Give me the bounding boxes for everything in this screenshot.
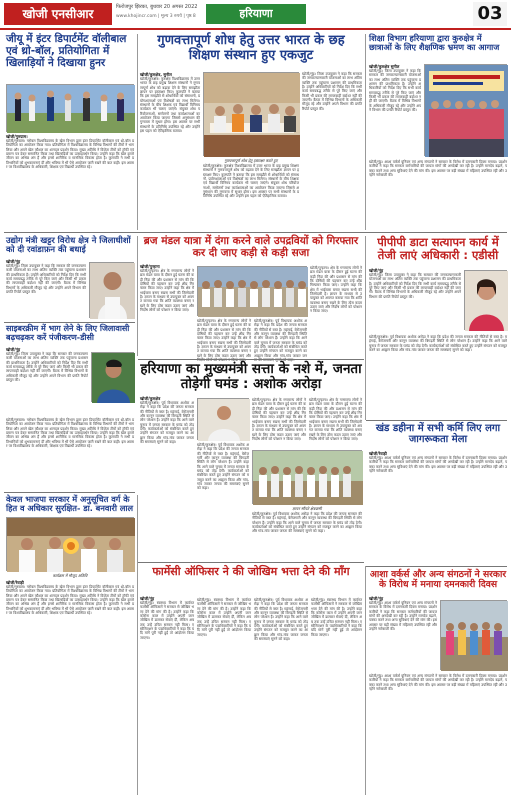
body-pharmacy-col3: खोजी/कुरुक्षेत्र। पूर्व विधायक अशोक अरोड़ा ने कहा कि प्रदेश की जनता सरकार की नीतियों से त्रस्त है। महंगाई, बेरोजगारी और कानून व्यवस्था की बिगड़ती स्थिति से लोग परेशान हैं। उन्होंने कहा कि आने वाले चुनाव में जनता सरकार के घमंड को तोड़ देगी। कार्यकर्ताओं को संबोधित करते हुए उन्होंने संगठन को मजबूत करने का आह्वान किया और गांव-गांव जाकर जनता की समस्याएं सुनने को कहा। <box>254 598 308 642</box>
photo-dc <box>91 352 134 402</box>
photo-ashok-arora <box>197 398 249 440</box>
body-shiksha-col1: खोजी/नूंह। जिला उपायुक्त ने कहा कि सरकार की जनकल्याणकारी योजनाओं का लाभ अंतिम व्यक्ति तक पहुंचाना प्रशासन की प्राथमिकता है। उन्होंने अधिकारियों को निर्देश दिए कि सभी कार्य समयबद्ध तरीके से पूरे किए जाएं और किसी भी प्रकार की लापरवाही बर्दाश्त नहीं की जाएगी। बैठक में विभिन्न विभागों के अधिकारी मौजूद रहे और उन्होंने अपने विभाग की प्रगति रिपोर्ट प्रस्तुत की। <box>369 69 421 113</box>
body-haryana-col3: खोजी/पुन्हाना। क्षेत्र के गणमान्य लोगों ने ब्रज मंडल यात्रा के दौरान हुई घटना की कड़ी निंदा की और प्रशासन से मांग की कि दोषियों की पहचान कर उन्हें शीघ्र गिरफ्तार किया जाए। उन्होंने कहा कि क्षेत्र में भाईचारा बनाए रखना सभी की जिम्मेदारी है। ज्ञापन के माध्यम से उपायुक्त को अवगत कराया गया कि शांति व्यवस्था बनाए रखने के लिए ठोस कदम उठाए जाएं और निर्दोष लोगों को परेशान न किया जाए। <box>252 398 306 442</box>
headline-braj: ब्रज मंडल यात्रा में दंगा करने वाले उपद्रवियों को गिरफ्तार कर दी जाए कड़ी से कड़ी सजा <box>143 235 359 259</box>
page-number: 03 <box>473 2 507 26</box>
body-haryana-col2: खोजी/कुरुक्षेत्र। पूर्व विधायक अशोक अरोड़ा ने कहा कि प्रदेश की जनता सरकार की नीतियों से त्रस्त है। महंगाई, बेरोजगारी और कानून व्यवस्था की बिगड़ती स्थिति से लोग परेशान हैं। उन्होंने कहा कि आने वाले चुनाव में जनता सरकार के घमंड को तोड़ देगी। कार्यकर्ताओं को संबोधित करते हुए उन्होंने संगठन को मजबूत करने का आह्वान किया और गांव-गांव जाकर जनता की समस्याएं सुनने को कहा। <box>197 443 249 491</box>
headline-udyog: उद्योग मंत्री खट्टर विरोध क्षेत्र ने जिलाधीशों को दी रवांडाफ़न की बधाई <box>6 235 131 255</box>
body-ppp-col2: खोजी/कुरुक्षेत्र। पूर्व विधायक अशोक अरोड़ा ने कहा कि प्रदेश की जनता सरकार की नीतियों से त्रस्त है। महंगाई, बेरोजगारी और कानून व्यवस्था की बिगड़ती स्थिति से लोग परेशान हैं। उन्होंने कहा कि आने वाले चुनाव में जनता सरकार के घमंड को तोड़ देगी। कार्यकर्ताओं को संबोधित करते हुए उन्होंने संगठन को मजबूत करने का आह्वान किया और गांव-गांव जाकर जनता की समस्याएं सुनने को कहा। <box>369 335 507 353</box>
body-khand: खोजी/नूंह। आशा वर्कर्स यूनियन एवं अन्य संगठनों ने सरकार के विरोध में दमनकारी दिवस मनाया। प्रदर्शनकारियों ने कहा कि सरकार कर्मचारियों की जायज मांगों की अनदेखी कर रही है। उन्होंने मानदेय बढ़ाने, पक्का करने तथा अन्य सुविधाएं देने की मांग की। इस अवसर पर बड़ी संख्या में महिलाएं उपस्थित रहीं और उन्होंने नारेबाजी की। <box>369 456 507 474</box>
headline-haryana-cm: हरियाणा का मुख्यमंत्री सत्ता के नशे में, जनता तोड़ेगी घमंड : अशोक अरोड़ा <box>140 361 362 393</box>
body-shiksha-col2: खोजी/नूंह। आशा वर्कर्स यूनियन एवं अन्य संगठनों ने सरकार के विरोध में दमनकारी दिवस मनाया। प्रदर्शनकारियों ने कहा कि सरकार कर्मचारियों की जायज मांगों की अनदेखी कर रही है। उन्होंने मानदेय बढ़ाने, पक्का करने तथा अन्य सुविधाएं देने की मांग की। इस अवसर पर बड़ी संख्या में महिलाएं उपस्थित रहीं और उन्होंने नारेबाजी की। <box>369 160 507 178</box>
column-rule <box>137 495 138 795</box>
headline-ppp: पीपीपी डाटा सत्यापन कार्य में तेजी लाएं अधिकारी : एडीसी <box>377 235 499 262</box>
row-rule <box>138 359 364 360</box>
body-haryana-col4: खोजी/पुन्हाना। क्षेत्र के गणमान्य लोगों ने ब्रज मंडल यात्रा के दौरान हुई घटना की कड़ी निंदा की और प्रशासन से मांग की कि दोषियों की पहचान कर उन्हें शीघ्र गिरफ्तार किया जाए। उन्होंने कहा कि क्षेत्र में भाईचारा बनाए रखना सभी की जिम्मेदारी है। ज्ञापन के माध्यम से उपायुक्त को अवगत कराया गया कि शांति व्यवस्था बनाए रखने के लिए ठोस कदम उठाए जाएं और निर्दोष लोगों को परेशान न किया जाए। <box>309 398 362 442</box>
newspaper-logo: खोजी एनसीआर <box>4 3 112 25</box>
photo-asha-protest <box>440 600 507 670</box>
headline-jio: जीयू में इंटर डिपार्टमेंट वॉलीबाल एवं थ्रो-बॉल, प्रतियोगिता में खिलाड़ियों ने दिखाया हुनर <box>6 33 127 69</box>
body-research-col1: खोजी/कुरुक्षेत्र। कुरुक्षेत्र विश्वविद्यालय में उत्तर भारत के छह प्रमुख शिक्षण संस्थानों ने गुणवत्तापूर्ण शोध को बढ़ावा देने के लिए समझौता ज्ञापन पर हस्ताक्षर किए। कुलपति ने बताया कि इस समझौते से शोधार्थियों को संसाधनों, प्रयोगशालाओं एवं विशेषज्ञों का लाभ मिलेगा। संस्थानों के बीच शिक्षक एवं विद्यार्थी विनिमय कार्यक्रम भी चलाए जाएंगे। संयुक्त शोध परियोजनाओं, सम्मेलनों तथा कार्यशालाओं का आयोजन किया जाएगा जिससे अनुसंधान की गुणवत्ता में सुधार होगा। इस अवसर पर सभी संस्थानों के प्रतिनिधि उपस्थित रहे और उन्होंने इस पहल को ऐतिहासिक बताया। <box>140 77 200 134</box>
column-rule <box>365 566 366 795</box>
body-udyog: खोजी/नूंह। जिला उपायुक्त ने कहा कि सरकार की जनकल्याणकारी योजनाओं का लाभ अंतिम व्यक्ति तक पहुंचाना प्रशासन की प्राथमिकता है। उन्होंने अधिकारियों को निर्देश दिए कि सभी कार्य समयबद्ध तरीके से पूरे किए जाएं और किसी भी प्रकार की लापरवाही बर्दाश्त नहीं की जाएगी। बैठक में विभिन्न विभागों के अधिकारी मौजूद रहे और उन्होंने अपने विभाग की प्रगति रिपोर्ट प्रस्तुत की। <box>6 264 86 295</box>
body-asha-col1: खोजी/नूंह। आशा वर्कर्स यूनियन एवं अन्य संगठनों ने सरकार के विरोध में दमनकारी दिवस मनाया। प्रदर्शनकारियों ने कहा कि सरकार कर्मचारियों की जायज मांगों की अनदेखी कर रही है। उन्होंने मानदेय बढ़ाने, पक्का करने तथा अन्य सुविधाएं देने की मांग की। इस अवसर पर बड़ी संख्या में महिलाएं उपस्थित रहीं और उन्होंने नारेबाजी की। <box>369 601 437 632</box>
headline-research: गुणवत्तापूर्ण शोध हेतु उत्तर भारत के छह शिक्षण संस्थान हुए एकजुट <box>157 33 345 63</box>
body-haryana-col5: खोजी/कुरुक्षेत्र। पूर्व विधायक अशोक अरोड़ा ने कहा कि प्रदेश की जनता सरकार की नीतियों से त्रस्त है। महंगाई, बेरोजगारी और कानून व्यवस्था की बिगड़ती स्थिति से लोग परेशान हैं। उन्होंने कहा कि आने वाले चुनाव में जनता सरकार के घमंड को तोड़ देगी। कार्यकर्ताओं को संबोधित करते हुए उन्होंने संगठन को मजबूत करने का आह्वान किया और गांव-गांव जाकर जनता की समस्याएं सुनने को कहा। <box>252 512 362 534</box>
body-cyber: खोजी/नूंह। जिला उपायुक्त ने कहा कि सरकार की जनकल्याणकारी योजनाओं का लाभ अंतिम व्यक्ति तक पहुंचाना प्रशासन की प्राथमिकता है। उन्होंने अधिकारियों को निर्देश दिए कि सभी कार्य समयबद्ध तरीके से पूरे किए जाएं और किसी भी प्रकार की लापरवाही बर्दाश्त नहीं की जाएगी। बैठक में विभिन्न विभागों के अधिकारी मौजूद रहे और उन्होंने अपने विभाग की प्रगति रिपोर्ट प्रस्तुत की। <box>6 352 88 383</box>
body-jio: खोजी/गुरुग्राम। ग्लोबल विश्वविद्यालय के खेल विभाग द्वारा इंटर डिपार्टमेंट वॉलीबाल एवं थ्रो-बॉल प्रतियोगिता का आयोजन किया गया। प्रतियोगिता में विश्वविद्यालय के विभिन्न विभागों की टीमों ने भाग लिया और अपने खेल कौशल का शानदार प्रदर्शन किया। मुख्य अतिथि ने विजेता टीमों को ट्रॉफी एवं प्रमाण पत्र देकर सम्मानित किया तथा खिलाड़ियों का उत्साहवर्धन किया। उन्होंने कहा कि खेल हमारे जीवन का अभिन्न अंग हैं और इनसे शारीरिक व मानसिक विकास होता है। कुलपति ने सभी प्रतिभागियों को शुभकामनाएं दीं और भविष्य में भी ऐसे आयोजन जारी रखने की बात कही। इस अवसर पर विश्वविद्यालय के अधिकारी, शिक्षक एवं विद्यार्थी उपस्थित रहे। <box>6 139 134 170</box>
body-braj-col2: खोजी/पुन्हाना। क्षेत्र के गणमान्य लोगों ने ब्रज मंडल यात्रा के दौरान हुई घटना की कड़ी निंदा की और प्रशासन से मांग की कि दोषियों की पहचान कर उन्हें शीघ्र गिरफ्तार किया जाए। उन्होंने कहा कि क्षेत्र में भाईचारा बनाए रखना सभी की जिम्मेदारी है। ज्ञापन के माध्यम से उपायुक्त को अवगत कराया गया कि शांति व्यवस्था बनाए रखने के लिए ठोस कदम उठाए जाएं और निर्दोष लोगों को परेशान न किया जाए। <box>197 319 251 363</box>
photo-students-banner <box>424 64 507 156</box>
byline-asha: खोजी/नूंह <box>369 596 384 601</box>
headline-kewal: केवल भाजपा सरकार में अनुसूचित वर्ग के हित व अधिकार सुरक्षित- डा. बनवारी लाल <box>6 494 134 514</box>
body-kewal: खोजी/गुरुग्राम। ग्लोबल विश्वविद्यालय के खेल विभाग द्वारा इंटर डिपार्टमेंट वॉलीबाल एवं थ्रो-बॉल प्रतियोगिता का आयोजन किया गया। प्रतियोगिता में विश्वविद्यालय के विभिन्न विभागों की टीमों ने भाग लिया और अपने खेल कौशल का शानदार प्रदर्शन किया। मुख्य अतिथि ने विजेता टीमों को ट्रॉफी एवं प्रमाण पत्र देकर सम्मानित किया तथा खिलाड़ियों का उत्साहवर्धन किया। उन्होंने कहा कि खेल हमारे जीवन का अभिन्न अंग हैं और इनसे शारीरिक व मानसिक विकास होता है। कुलपति ने सभी प्रतिभागियों को शुभकामनाएं दीं और भविष्य में भी ऐसे आयोजन जारी रखने की बात कही। इस अवसर पर विश्वविद्यालय के अधिकारी, शिक्षक एवं विद्यार्थी उपस्थित रहे। <box>6 585 134 616</box>
photo-research-mou <box>203 72 299 156</box>
row-rule <box>366 420 507 421</box>
body-ppp-col1: खोजी/नूंह। जिला उपायुक्त ने कहा कि सरकार की जनकल्याणकारी योजनाओं का लाभ अंतिम व्यक्ति तक पहुंचाना प्रशासन की प्राथमिकता है। उन्होंने अधिकारियों को निर्देश दिए कि सभी कार्य समयबद्ध तरीके से पूरे किए जाएं और किसी भी प्रकार की लापरवाही बर्दाश्त नहीं की जाएगी। बैठक में विभिन्न विभागों के अधिकारी मौजूद रहे और उन्होंने अपने विभाग की प्रगति रिपोर्ट प्रस्तुत की। <box>369 273 461 299</box>
section-title: हरियाणा <box>206 4 306 24</box>
row-rule <box>4 232 507 233</box>
byline-braj: खोजी/पुन्हाना <box>140 264 160 269</box>
byline-haryana-cm: खोजी/कुरुक्षेत्र <box>140 396 161 401</box>
body-asha-col2: खोजी/नूंह। आशा वर्कर्स यूनियन एवं अन्य संगठनों ने सरकार के विरोध में दमनकारी दिवस मनाया। प्रदर्शनकारियों ने कहा कि सरकार कर्मचारियों की जायज मांगों की अनदेखी कर रही है। उन्होंने मानदेय बढ़ाने, पक्का करने तथा अन्य सुविधाएं देने की मांग की। इस अवसर पर बड़ी संख्या में महिलाएं उपस्थित रहीं और उन्होंने नारेबाजी की। <box>369 674 507 692</box>
row-rule <box>4 492 135 493</box>
body-braj-col1: खोजी/पुन्हाना। क्षेत्र के गणमान्य लोगों ने ब्रज मंडल यात्रा के दौरान हुई घटना की कड़ी निंदा की और प्रशासन से मांग की कि दोषियों की पहचान कर उन्हें शीघ्र गिरफ्तार किया जाए। उन्होंने कहा कि क्षेत्र में भाईचारा बनाए रखना सभी की जिम्मेदारी है। ज्ञापन के माध्यम से उपायुक्त को अवगत कराया गया कि शांति व्यवस्था बनाए रखने के लिए ठोस कदम उठाए जाएं और निर्दोष लोगों को परेशान न किया जाए। <box>140 269 194 313</box>
masthead <box>0 0 511 30</box>
row-rule <box>366 566 507 567</box>
caption-workers: ज्ञापन सौंपते क्षेत्रवासी <box>292 506 322 511</box>
edition-line: www.khojincr.com | मूल्य 3 रुपये | पृष्ठ 8 <box>116 14 196 19</box>
body-haryana-col1: खोजी/कुरुक्षेत्र। पूर्व विधायक अशोक अरोड़ा ने कहा कि प्रदेश की जनता सरकार की नीतियों से त्रस्त है। महंगाई, बेरोजगारी और कानून व्यवस्था की बिगड़ती स्थिति से लोग परेशान हैं। उन्होंने कहा कि आने वाले चुनाव में जनता सरकार के घमंड को तोड़ देगी। कार्यकर्ताओं को संबोधित करते हुए उन्होंने संगठन को मजबूत करने का आह्वान किया और गांव-गांव जाकर जनता की समस्याएं सुनने को कहा। <box>140 401 194 445</box>
byline-research: खोजी/कुरुक्षेत्र, सुनील <box>140 72 172 77</box>
body-research-col2: खोजी/कुरुक्षेत्र। कुरुक्षेत्र विश्वविद्यालय में उत्तर भारत के छह प्रमुख शिक्षण संस्थानों ने गुणवत्तापूर्ण शोध को बढ़ावा देने के लिए समझौता ज्ञापन पर हस्ताक्षर किए। कुलपति ने बताया कि इस समझौते से शोधार्थियों को संसाधनों, प्रयोगशालाओं एवं विशेषज्ञों का लाभ मिलेगा। संस्थानों के बीच शिक्षक एवं विद्यार्थी विनिमय कार्यक्रम भी चलाए जाएंगे। संयुक्त शोध परियोजनाओं, सम्मेलनों तथा कार्यशालाओं का आयोजन किया जाएगा जिससे अनुसंधान की गुणवत्ता में सुधार होगा। इस अवसर पर सभी संस्थानों के प्रतिनिधि उपस्थित रहे और उन्होंने इस पहल को ऐतिहासिक बताया। <box>203 164 299 199</box>
body-pharmacy-col2: खोजी/नूंह। स्वास्थ्य विभाग में कार्यरत फार्मेसी ऑफिसरों ने सरकार से जोखिम भत्ता देने की मांग की है। उन्होंने कहा कि कोरोना काल में उन्होंने अपनी जान जोखिम में डालकर सेवाएं दीं, लेकिन अब तक उन्हें उचित सम्मान नहीं मिला। एसोसिएशन के पदाधिकारियों ने कहा कि यदि मांगें पूरी नहीं हुईं तो आंदोलन किया जाएगा। <box>197 598 251 637</box>
column-rule <box>365 34 366 230</box>
headline-shiksha: शिक्षा विभाग हरियाणा द्वारा कुरुक्षेत्र में छात्राओं के लिए शैक्षणिक भ्रमण का आगाज <box>369 33 500 53</box>
photo-banwari-lal <box>6 517 134 571</box>
caption-research: गुणवत्तापूर्ण शोध हेतु हस्ताक्षर करते हुए <box>224 158 278 163</box>
byline-ppp: खोजी/नूंह <box>369 268 384 273</box>
photo-volleyball <box>6 84 134 132</box>
body-braj-col3: खोजी/कुरुक्षेत्र। पूर्व विधायक अशोक अरोड़ा ने कहा कि प्रदेश की जनता सरकार की नीतियों से त्रस्त है। महंगाई, बेरोजगारी और कानून व्यवस्था की बिगड़ती स्थिति से लोग परेशान हैं। उन्होंने कहा कि आने वाले चुनाव में जनता सरकार के घमंड को तोड़ देगी। कार्यकर्ताओं को संबोधित करते हुए उन्होंने संगठन को मजबूत करने का आह्वान किया और गांव-गांव जाकर जनता की समस्याएं सुनने को कहा। <box>254 319 307 363</box>
byline-shiksha: खोजी/कुरुक्षेत्र सुनील <box>369 64 400 69</box>
caption-event: कार्यक्रम में मौजूद अतिथि <box>52 573 88 578</box>
byline-cyber: खोजी/नूंह <box>6 347 21 352</box>
row-rule <box>138 562 364 563</box>
body-braj-col4: खोजी/पुन्हाना। क्षेत्र के गणमान्य लोगों ने ब्रज मंडल यात्रा के दौरान हुई घटना की कड़ी निंदा की और प्रशासन से मांग की कि दोषियों की पहचान कर उन्हें शीघ्र गिरफ्तार किया जाए। उन्होंने कहा कि क्षेत्र में भाईचारा बनाए रखना सभी की जिम्मेदारी है। ज्ञापन के माध्यम से उपायुक्त को अवगत कराया गया कि शांति व्यवस्था बनाए रखने के लिए ठोस कदम उठाए जाएं और निर्दोष लोगों को परेशान न किया जाए। <box>310 266 362 314</box>
byline-udyog: खोजी/नूंह <box>6 259 21 264</box>
body-cyber-2: खोजी/गुरुग्राम। ग्लोबल विश्वविद्यालय के खेल विभाग द्वारा इंटर डिपार्टमेंट वॉलीबाल एवं थ्रो-बॉल प्रतियोगिता का आयोजन किया गया। प्रतियोगिता में विश्वविद्यालय के विभिन्न विभागों की टीमों ने भाग लिया और अपने खेल कौशल का शानदार प्रदर्शन किया। मुख्य अतिथि ने विजेता टीमों को ट्रॉफी एवं प्रमाण पत्र देकर सम्मानित किया तथा खिलाड़ियों का उत्साहवर्धन किया। उन्होंने कहा कि खेल हमारे जीवन का अभिन्न अंग हैं और इनसे शारीरिक व मानसिक विकास होता है। कुलपति ने सभी प्रतिभागियों को शुभकामनाएं दीं और भविष्य में भी ऐसे आयोजन जारी रखने की बात कही। इस अवसर पर विश्वविद्यालय के अधिकारी, शिक्षक एवं विद्यार्थी उपस्थित रहे। <box>6 418 134 449</box>
headline-cyber: साइबरक्रीम में भाग लेने के लिए जिलावासी बढ़चढ़कर करें पंजीकरण-डीसी <box>6 324 130 342</box>
photo-workers-group <box>252 450 362 504</box>
photo-adc <box>464 270 507 330</box>
byline-khand: खोजी/रेवाड़ी <box>369 451 387 456</box>
headline-khand: खंड डहीना में सभी कर्मि लिए लगा जागरूकता मेला <box>375 423 501 446</box>
byline-pharmacy: खोजी/नूंह <box>140 596 155 601</box>
column-rule <box>365 236 366 420</box>
body-research-col3: खोजी/नूंह। जिला उपायुक्त ने कहा कि सरकार की जनकल्याणकारी योजनाओं का लाभ अंतिम व्यक्ति तक पहुंचाना प्रशासन की प्राथमिकता है। उन्होंने अधिकारियों को निर्देश दिए कि सभी कार्य समयबद्ध तरीके से पूरे किए जाएं और किसी भी प्रकार की लापरवाही बर्दाश्त नहीं की जाएगी। बैठक में विभिन्न विभागों के अधिकारी मौजूद रहे और उन्होंने अपने विभाग की प्रगति रिपोर्ट प्रस्तुत की। <box>302 72 362 111</box>
date-line: फिरोजपुर झिरका, बुधवार 20 अगस्त 2022 <box>116 4 198 10</box>
body-pharmacy-col1: खोजी/नूंह। स्वास्थ्य विभाग में कार्यरत फार्मेसी ऑफिसरों ने सरकार से जोखिम भत्ता देने की मांग की है। उन्होंने कहा कि कोरोना काल में उन्होंने अपनी जान जोखिम में डालकर सेवाएं दीं, लेकिन अब तक उन्हें उचित सम्मान नहीं मिला। एसोसिएशन के पदाधिकारियों ने कहा कि यदि मांगें पूरी नहीं हुईं तो आंदोलन किया जाएगा। <box>140 601 194 640</box>
body-pharmacy-col4: खोजी/नूंह। स्वास्थ्य विभाग में कार्यरत फार्मेसी ऑफिसरों ने सरकार से जोखिम भत्ता देने की मांग की है। उन्होंने कहा कि कोरोना काल में उन्होंने अपनी जान जोखिम में डालकर सेवाएं दीं, लेकिन अब तक उन्हें उचित सम्मान नहीं मिला। एसोसिएशन के पदाधिकारियों ने कहा कि यदि मांगें पूरी नहीं हुईं तो आंदोलन किया जाएगा। <box>311 598 362 637</box>
headline-asha: आशा वर्कर्स और अन्य संगठनों ने सरकार के विरोध में मनाया दमनकारी दिवस <box>369 569 507 591</box>
byline-kewal: खोजी/रेवाड़ी <box>6 580 24 585</box>
photo-minister <box>89 262 134 318</box>
headline-pharmacy: फार्मेसी ऑफिसर ने की जोखिम भत्ता देने की माँग <box>152 565 350 578</box>
byline-jio: खोजी/गुरुग्राम। <box>6 134 28 139</box>
column-rule <box>137 34 138 230</box>
column-rule <box>137 236 138 356</box>
photo-memorandum <box>197 266 307 316</box>
row-rule <box>4 322 135 323</box>
